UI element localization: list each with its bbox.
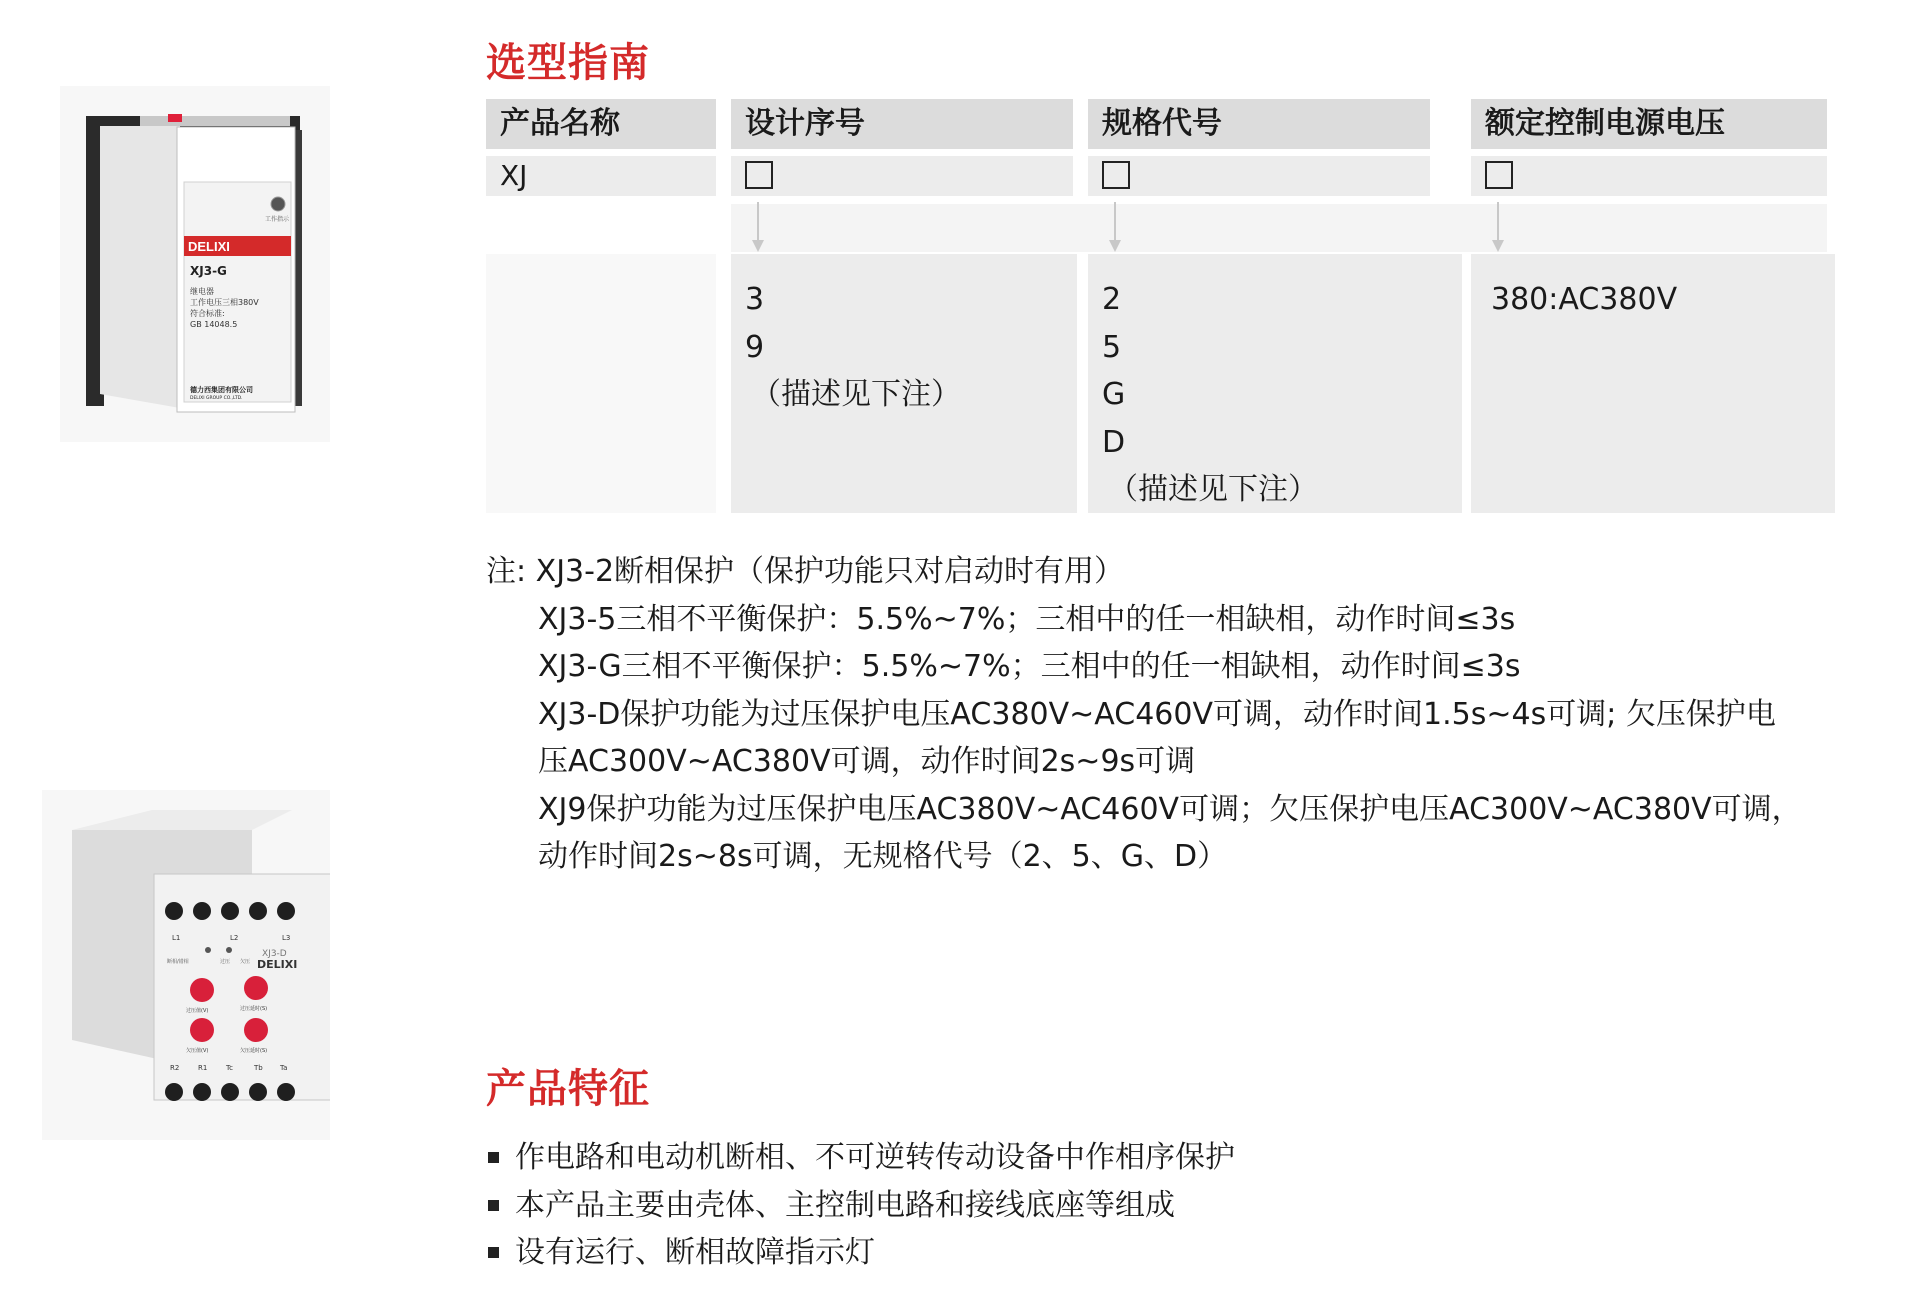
features-list [486, 1134, 1235, 1277]
note-line: 动作时间2s~8s可调，无规格代号（2、5、G、D） [538, 839, 1228, 874]
voltage-options [1471, 254, 1835, 513]
header-design-number: 设计序号 [731, 99, 1073, 149]
product-image-xj3-d [42, 790, 330, 1140]
design-option-note: （描述见下注） [751, 377, 961, 412]
header-product-name: 产品名称 [486, 99, 716, 149]
note-line: XJ3-5三相不平衡保护：5.5%~7%；三相中的任一相缺相，动作时间≤3s [538, 601, 1516, 637]
feature-item: 作电路和电动机断相、不可逆转传动设备中作相序保护 [486, 1134, 1235, 1182]
note-prefix: 注: [486, 554, 536, 589]
bullet-icon [488, 1200, 499, 1211]
svg-text:Tc: Tc [226, 1064, 233, 1072]
svg-text:L1: L1 [172, 934, 181, 942]
spec-option: 2 [1102, 282, 1122, 317]
arrow-down-icon [751, 202, 765, 252]
design-options [731, 254, 1077, 513]
svg-text:过压延时(S): 过压延时(S) [240, 1006, 268, 1012]
arrow-down-icon [1108, 202, 1122, 252]
svg-text:Ta: Ta [280, 1064, 288, 1072]
svg-text:断相/错相: 断相/错相 [167, 959, 189, 965]
svg-text:DELIXI: DELIXI [257, 958, 298, 971]
svg-text:R1: R1 [198, 1064, 208, 1072]
svg-text:欠压: 欠压 [240, 959, 251, 965]
features-title: 产品特征 [486, 1066, 650, 1112]
spec-code-cell [1088, 156, 1430, 196]
design-option: 9 [745, 329, 765, 365]
svg-text:GB 14048.5: GB 14048.5 [190, 320, 238, 329]
svg-text:DELIXI GROUP CO.,LTD.: DELIXI GROUP CO.,LTD. [190, 396, 243, 401]
brand-logo-1: DELIXI [188, 239, 230, 254]
svg-text:L2: L2 [230, 934, 239, 942]
bullet-icon [488, 1152, 499, 1163]
product-code: XJ [500, 159, 528, 192]
note-line: XJ3-G三相不平衡保护：5.5%~7%；三相中的任一相缺相，动作时间≤3s [538, 649, 1521, 684]
voltage-code-cell [1471, 156, 1827, 196]
placeholder-box [1485, 161, 1513, 189]
note-line: XJ9保护功能为过压保护电压AC380V~AC460V可调；欠压保护电压AC300V~AC380V可调， [538, 791, 1802, 827]
svg-text:过压: 过压 [220, 959, 231, 965]
placeholder-box [745, 161, 773, 189]
spec-option: G [1102, 377, 1126, 412]
feature-item: 本产品主要由壳体、主控制电路和接线底座等组成 [486, 1182, 1235, 1230]
notes-block [486, 548, 1802, 881]
svg-text:符合标准:: 符合标准: [190, 309, 225, 318]
spec-options [1088, 254, 1462, 513]
svg-text:德力西集团有限公司: 德力西集团有限公司 [190, 386, 253, 394]
spec-option: D [1102, 424, 1126, 460]
indicator-label: 工作指示 [265, 216, 290, 223]
voltage-option: 380:AC380V [1491, 282, 1678, 317]
placeholder-box [1102, 161, 1130, 189]
design-option: 3 [745, 282, 765, 317]
bullet-icon [488, 1247, 499, 1258]
note-line: 注: XJ3-2断相保护（保护功能只对启动时有用） [486, 554, 1125, 589]
spec-option-note: （描述见下注） [1108, 472, 1318, 507]
svg-text:Tb: Tb [254, 1064, 263, 1072]
svg-text:XJ3-D: XJ3-D [262, 949, 287, 959]
svg-text:工作电压三相380V: 工作电压三相380V [190, 298, 259, 307]
design-code-cell [731, 156, 1073, 196]
product-image-xj3-g [60, 86, 330, 442]
selection-guide-title: 选型指南 [486, 40, 650, 86]
svg-text:欠压延时(S): 欠压延时(S) [240, 1048, 268, 1054]
svg-text:L3: L3 [282, 934, 291, 942]
svg-text:R2: R2 [170, 1064, 180, 1072]
note-line: 压AC300V~AC380V可调，动作时间2s~9s可调 [538, 744, 1196, 779]
product-code-cell [486, 156, 716, 196]
note-line: XJ3-D保护功能为过压保护电压AC380V~AC460V可调，动作时间1.5s~4s可调; 欠压保护电 [538, 696, 1776, 732]
header-spec-code: 规格代号 [1088, 99, 1430, 149]
spec-option: 5 [1102, 329, 1122, 365]
connector-strip [731, 204, 1827, 252]
empty-option-cell [486, 254, 716, 513]
header-rated-voltage: 额定控制电源电压 [1471, 99, 1827, 149]
svg-text:欠压值(V): 欠压值(V) [186, 1048, 209, 1054]
model-label-1: XJ3-G [190, 264, 227, 278]
arrow-down-icon [1491, 202, 1505, 252]
svg-text:过压值(V): 过压值(V) [186, 1008, 209, 1014]
feature-item: 设有运行、断相故障指示灯 [486, 1229, 1235, 1277]
svg-text:继电器: 继电器 [190, 287, 214, 296]
